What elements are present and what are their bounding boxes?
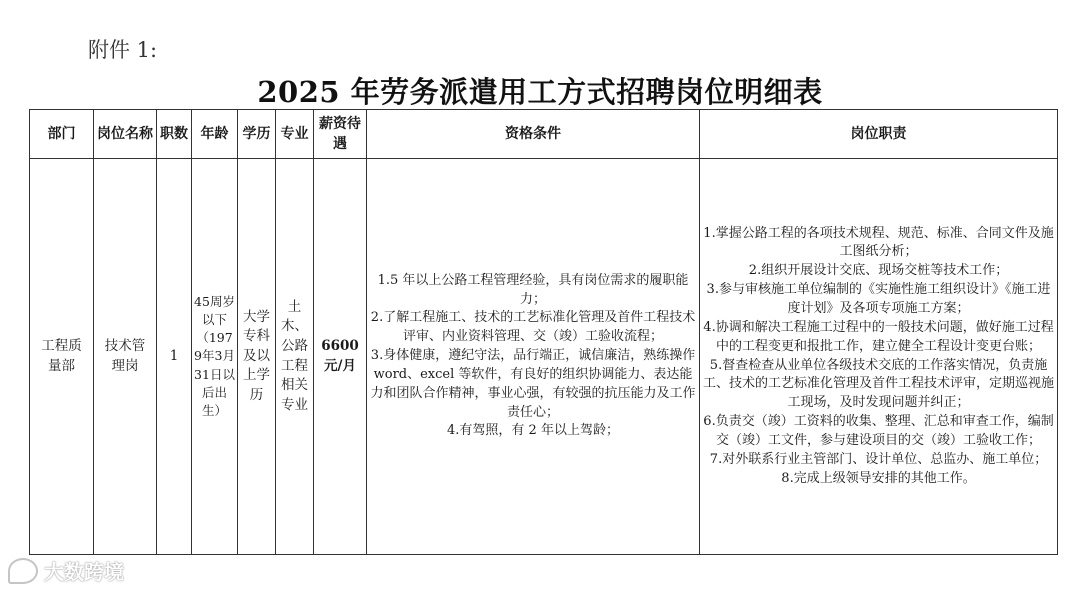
cell-count: 1	[157, 159, 192, 555]
duty-item: 1.掌握公路工程的各项技术规程、规范、标准、合同文件及施工图纸分析；	[703, 225, 1054, 260]
table-header-row	[30, 110, 1058, 159]
cell-qualifications	[367, 159, 700, 555]
header-qualifications: 资格条件	[367, 110, 700, 159]
recruitment-table	[29, 109, 1058, 555]
watermark	[8, 556, 124, 585]
header-count: 职数	[157, 110, 192, 159]
duty-item: 4.协调和解决工程施工过程中的一般技术问题，做好施工过程中的工程变更和报批工作，建立健全工程设计变更台账；	[703, 319, 1054, 354]
qualification-item: 1.5 年以上公路工程管理经验，具有岗位需求的履职能力；	[377, 272, 689, 307]
watermark-text: 大数跨境	[44, 560, 124, 584]
qualification-item: 2.了解工程施工、技术的工艺标准化管理及首件工程技术评审、内业资料管理、交（竣）工验收流程；	[370, 310, 696, 345]
header-education: 学历	[238, 110, 276, 159]
table-row	[30, 159, 1058, 555]
cell-major: 土木、公路工程相关专业	[276, 159, 314, 555]
duty-item: 7.对外联系行业主管部门、设计单位、总监办、施工单位；	[709, 451, 1048, 467]
header-department: 部门	[30, 110, 94, 159]
duty-item: 3.参与审核施工单位编制的《实施性施工组织设计》《施工进度计划》及各项专项施工方案；	[706, 282, 1051, 316]
duty-item: 2.组织开展设计交底、现场交桩等技术工作；	[748, 263, 1009, 279]
cell-salary: 6600元/月	[314, 159, 367, 555]
qualification-item: 3.身体健康，遵纪守法，品行端正，诚信廉洁，熟练操作 word、excel 等软件，有良好的组织协调能力、表达能力和团队合作精神，事业心强，有较强的抗压能力及工作责任心；	[370, 348, 696, 420]
header-duties: 岗位职责	[700, 110, 1058, 159]
header-position: 岗位名称	[94, 110, 157, 159]
qualification-item: 4.有驾照，有 2 年以上驾龄；	[447, 423, 619, 439]
header-salary: 薪资待遇	[314, 110, 367, 159]
watermark-logo-icon	[8, 558, 38, 584]
cell-duties	[700, 159, 1058, 555]
header-age: 年龄	[192, 110, 238, 159]
duty-item: 8.完成上级领导安排的其他工作。	[781, 470, 976, 486]
duty-item: 5.督查检查从业单位各级技术交底的工作落实情况，负责施工、技术的工艺标准化管理及首件工程技术评审，定期巡视施工现场，及时发现问题并纠正；	[702, 357, 1054, 411]
cell-position: 技术管理岗	[94, 159, 157, 555]
duty-item: 6.负责交（竣）工资料的收集、整理、汇总和审查工作，编制交（竣）工文件，参与建设项目的交（竣）工验收工作；	[703, 414, 1054, 448]
attachment-label: 附件 1:	[88, 38, 158, 62]
document-title: 2025 年劳务派遣用工方式招聘岗位明细表	[257, 75, 823, 109]
header-major: 专业	[276, 110, 314, 159]
cell-department: 工程质量部	[30, 159, 94, 555]
cell-age: 45周岁以下（1979年3月31日以后出生）	[192, 159, 238, 555]
cell-education: 大学专科及以上学历	[238, 159, 276, 555]
